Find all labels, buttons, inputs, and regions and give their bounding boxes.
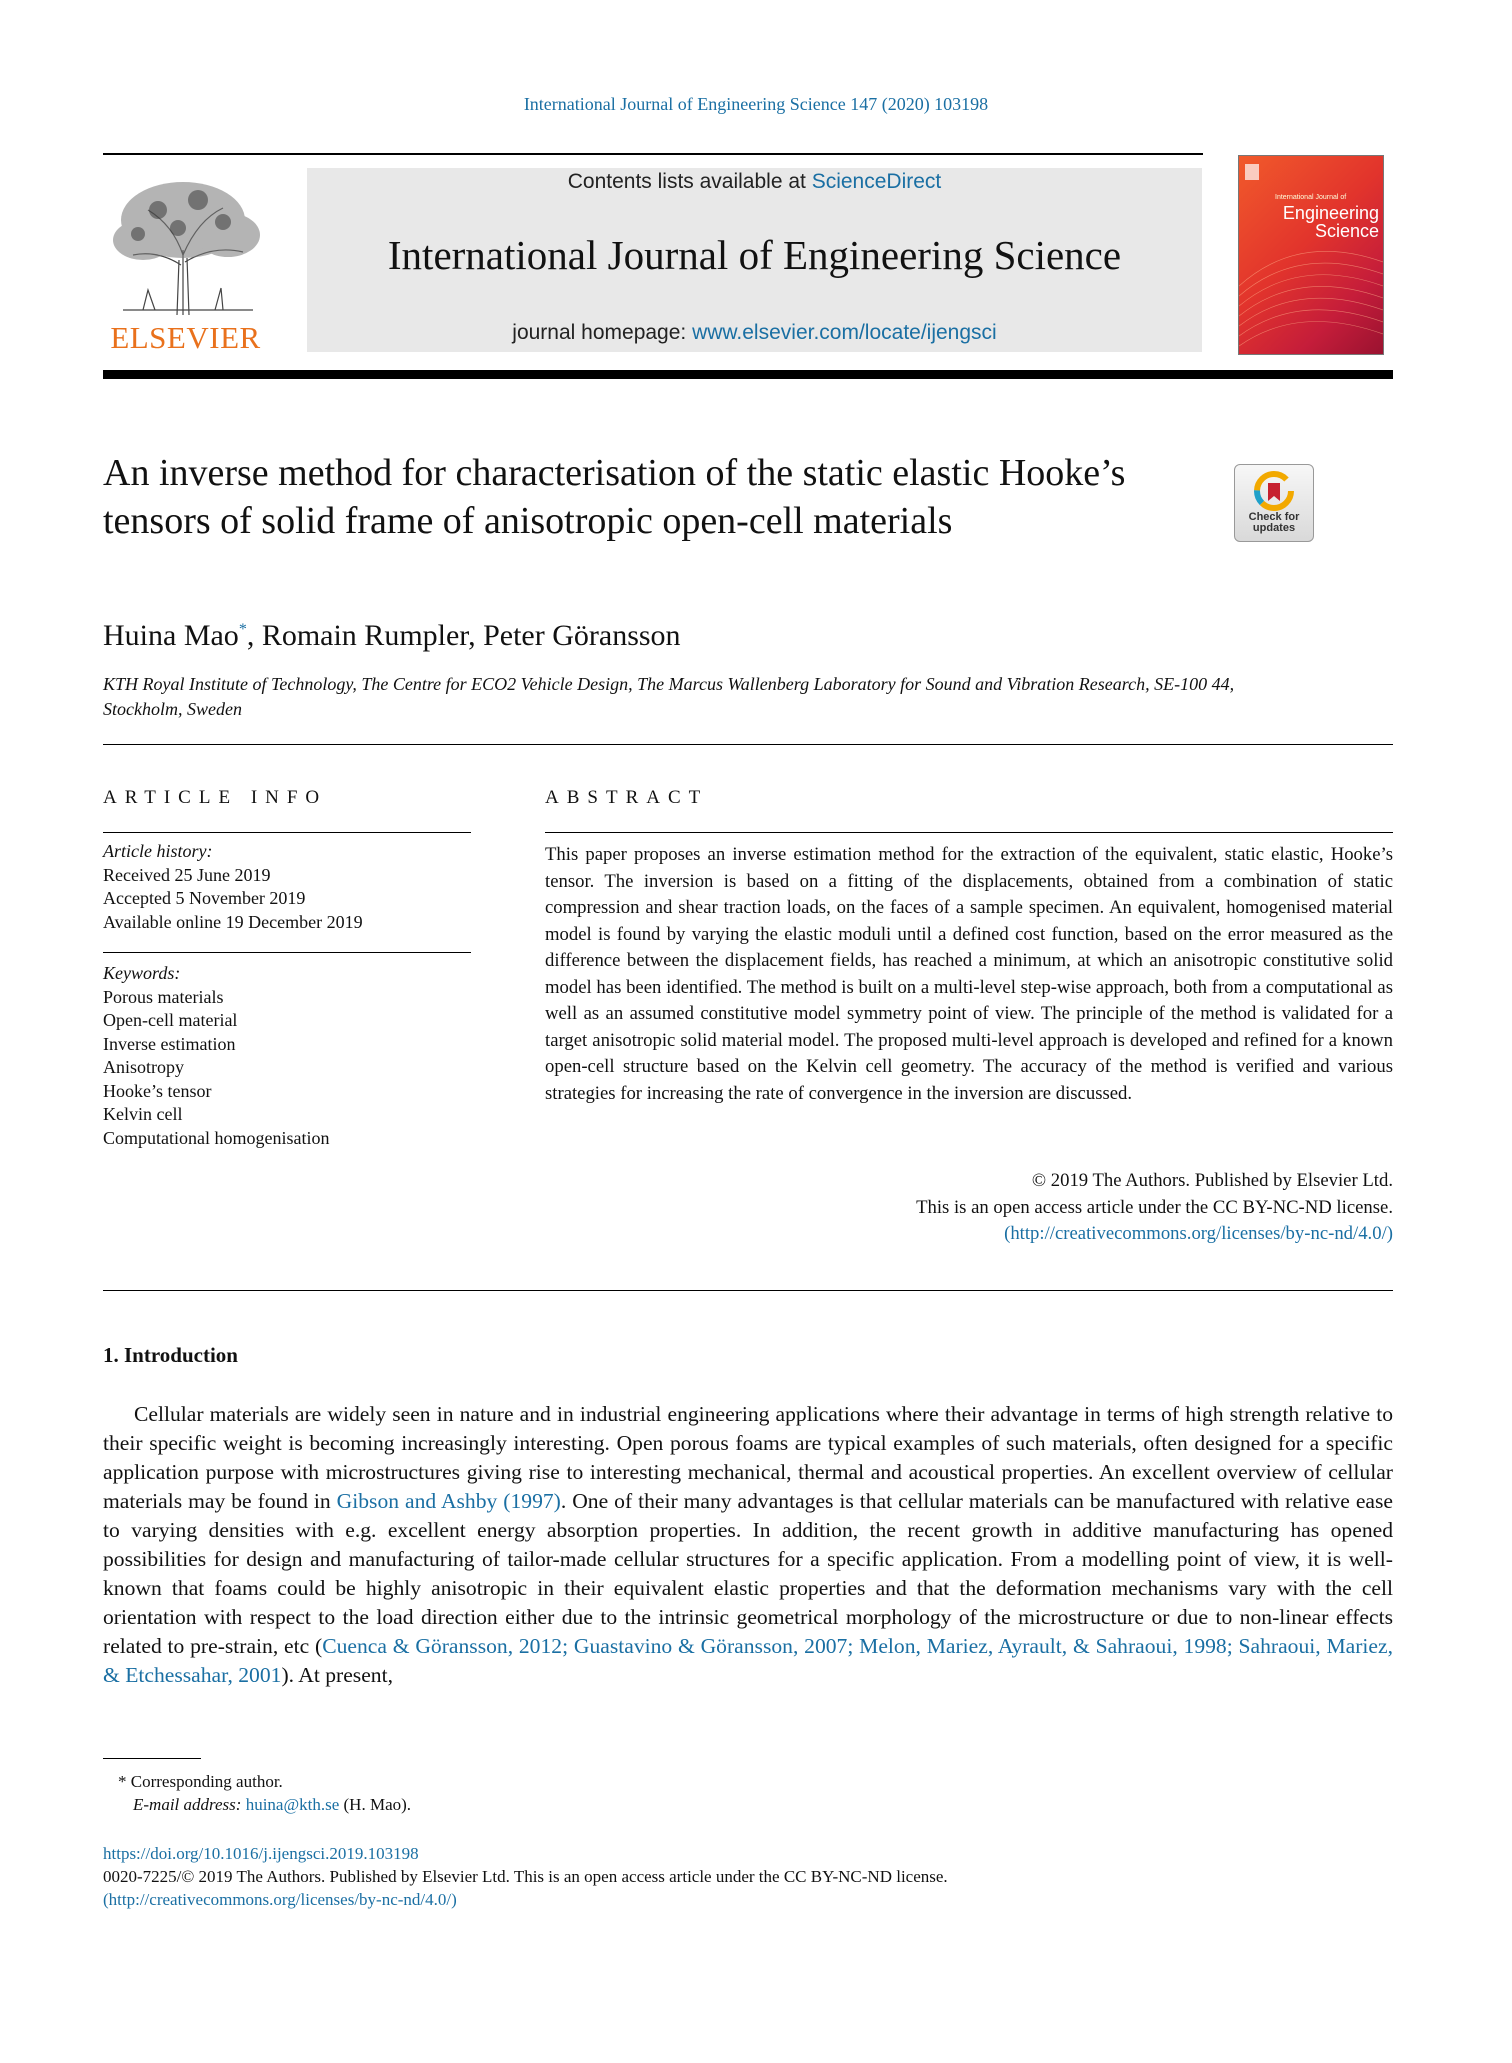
email-suffix: (H. Mao). [339,1795,412,1814]
license-link[interactable]: (http://creativecommons.org/licenses/by-nc-nd/4.0/) [1004,1223,1393,1244]
homepage-link[interactable]: www.elsevier.com/locate/ijengsci [692,321,997,344]
abstract-bottom-rule [103,1290,1393,1291]
doi-block [103,1842,1393,1911]
email-link[interactable]: huina@kth.se [245,1795,340,1814]
accepted-date: Accepted 5 November 2019 [103,888,306,908]
author-list [103,619,681,653]
journal-name: International Journal of Engineering Science [387,232,1122,278]
badge-line2: updates [1252,522,1296,534]
article-history [103,840,471,934]
badge-line1: Check for [1248,511,1300,523]
affiliation: KTH Royal Institute of Technology, The Centre for ECO2 Vehicle Design, The Marcus Wallenberg Laboratory for Sound and Vibration Research, SE-100 44, Stockholm, Sweden [103,674,1235,719]
received-date: Received 25 June 2019 [103,864,271,885]
section-heading-introduction: 1. Introduction [103,1343,238,1367]
article-title: An inverse method for characterisation of the static elastic Hooke’s tensors of solid frame of anisotropic open-cell materials [103,452,1126,542]
copyright-line: © 2019 The Authors. Published by Elsevier Ltd. [1031,1170,1393,1191]
sciencedirect-link[interactable]: ScienceDirect [811,170,942,193]
article-info-heading: ARTICLE INFO [103,787,328,808]
abstract-copyright [545,1168,1393,1248]
footnote-rule [103,1758,201,1759]
intro-text-part2: . One of their many advantages is that cellular materials can be manufactured with relative ease to varying densities with e.g. excellent energy absorption properties. In addition, the recent growth in additive manufacturing has opened possibilities for design and manufacturing of tailor-made cellular structures for a specific application. From a modelling point of view, it is well-known that foams could be highly anisotropic in their equivalent elastic properties and that the deformation mechanisms vary with the cell orientation with respect to the load direction either due to the intrinsic geometrical morphology of the microstructure or due to non-linear effects related to pre-strain, etc ( [103,1489,1394,1658]
cover-small-text: International Journal of [1275,194,1347,201]
journal-cover-image[interactable] [1238,155,1384,355]
running-header[interactable]: International Journal of Engineering Science 147 (2020) 103198 [523,94,989,114]
email-label: E-mail address: [133,1795,246,1814]
corresponding-author-mark[interactable]: * [238,621,247,638]
article-info-rule [103,832,471,833]
elsevier-wordmark: ELSEVIER [110,320,261,355]
footnote-email [133,1793,411,1816]
keyword-item: Computational homogenisation [103,1127,330,1148]
check-updates-text [1235,512,1313,534]
citation-gibson-ashby[interactable]: Gibson and Ashby (1997) [336,1489,561,1513]
header-rule [103,153,1203,155]
history-label: Article history: [103,841,213,861]
cover-title-line1: Engineering [1282,203,1379,223]
homepage-line [307,321,1202,345]
keyword-item: Inverse estimation [103,1033,236,1054]
author-name: Huina Mao [103,619,239,652]
keyword-item: Kelvin cell [103,1104,183,1124]
online-date: Available online 19 December 2019 [103,911,363,932]
keywords-rule [103,952,471,953]
abstract-rule [545,832,1393,833]
check-updates-icon [1254,471,1294,511]
contents-prefix: Contents lists available at [567,170,812,193]
keyword-item: Open-cell material [103,1010,238,1030]
cover-title-line2: Science [1314,221,1379,241]
citation-group[interactable]: Cuenca & Göransson, 2012; Guastavino & Göransson, 2007; Melon, Mariez, Ayrault, & Sahraoui, 1998; Sahraoui, Mariez, & Etchessahar, 2001 [103,1634,1394,1687]
abstract-text: This paper proposes an inverse estimation method for the extraction of the equivalent, static elastic, Hooke’s tensor. The inversion is based on a fitting of the displacements, obtained from a combination of static compression and shear traction loads, on the faces of a sample specimen. An equivalent, homogenised material model is found by varying the elastic moduli until a defined cost function, based on the error measured as the difference between the displacement fields, has reached a minimum, at which an anisotropic constitutive solid model has been identified. The method is built on a multi-level step-wise approach, both from a computational as well as an assumed constitutive model symmetry point of view. The principle of the method is validated for a target anisotropic solid material model. The proposed multi-level approach is developed and refined for a known open-cell structure based on the Kelvin cell geometry. The accuracy of the method is verified and various strategies for increasing the rate of convergence in the inversion are discussed. [545,844,1393,1104]
intro-paragraph [103,1400,1393,1690]
footer-license-link[interactable]: (http://creativecommons.org/licenses/by-nc-nd/4.0/) [103,1890,457,1909]
keyword-item: Hooke’s tensor [103,1080,212,1101]
keyword-item: Porous materials [103,986,224,1007]
intro-text-part1: Cellular materials are widely seen in nature and in industrial engineering applications where their advantage in terms of high strength relative to their specific weight is becoming increasingly interesting. Open porous foams are typical examples of such materials, often designed for a specific application purpose with microstructures giving rise to interesting mechanical, thermal and acoustical properties. An excellent overview of cellular materials may be found in [103,1402,1393,1513]
homepage-prefix: journal homepage: [512,321,693,344]
footnote-corresponding: * Corresponding author. [118,1772,283,1791]
intro-text-part3: ). At present, [281,1663,393,1687]
check-for-updates-badge[interactable] [1234,464,1314,542]
license-line: This is an open access article under the CC BY-NC-ND license. [916,1196,1393,1218]
keywords-label: Keywords: [103,963,181,983]
cover-title [1269,204,1379,240]
keywords [103,962,471,1150]
doi-link[interactable]: https://doi.org/10.1016/j.ijengsci.2019.103198 [103,1844,419,1863]
other-authors: , Romain Rumpler, Peter Göransson [246,619,681,652]
banner-thick-rule [103,370,1393,379]
contents-line [307,170,1202,194]
abstract-heading: ABSTRACT [545,787,709,808]
keyword-item: Anisotropy [103,1057,184,1077]
issn-line: 0020-7225/© 2019 The Authors. Published by Elsevier Ltd. This is an open access article under the CC BY-NC-ND license. [103,1867,948,1886]
title-rule [103,744,1393,745]
